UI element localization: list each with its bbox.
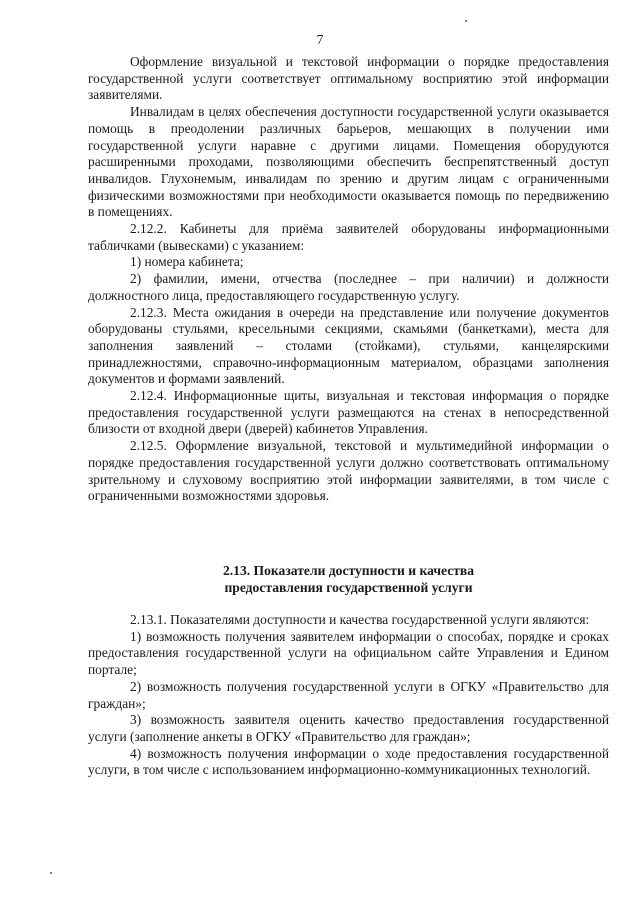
- paragraph: 2.12.3. Места ожидания в очереди на представление или получение документов оборудованы стульями, кресельными секциями, скамьями (банкетками), места для заполнения заявлений – столами (стойками), стульями, канцелярскими принадлежностями, справочно-информационным материалом, образцами заполнения документов и формами заявлений.: [88, 304, 609, 387]
- section-heading: [88, 562, 609, 596]
- list-item: 4) возможность получения информации о ходе предоставления государственной услуги, в том числе с использованием информационно-коммуникационных технологий.: [88, 745, 609, 778]
- paragraph: 2.12.2. Кабинеты для приёма заявителей оборудованы информационными табличками (вывесками) с указанием:: [88, 221, 609, 253]
- section-2-13-text: [88, 612, 609, 779]
- scan-speck: [465, 20, 467, 22]
- list-item: 1) номера кабинета;: [130, 254, 244, 270]
- scan-speck: [50, 872, 52, 874]
- list-item: 3) возможность заявителя оценить качество предоставления государственной услуги (заполнение анкеты в ОГКУ «Правительство для граждан»;: [88, 712, 609, 744]
- page-number: 7: [316, 32, 324, 47]
- list-item: 1) возможность получения заявителем информации о способах, порядке и сроках предоставления государственной услуги на официальном сайте Управления и Едином портале;: [88, 628, 609, 678]
- paragraph: 2.12.5. Оформление визуальной, текстовой и мультимедийной информации о порядке предоставления государственной услуги должно соответствовать оптимальному зрительному и слуховому восприятию этой информации заявителями, в том числе с ограниченными возможностями здоровья.: [88, 438, 609, 504]
- paragraph: Оформление визуальной и текстовой информации о порядке предоставления государственной услуги соответствует оптимальному восприятию этой информации заявителями.: [88, 54, 609, 103]
- section-heading-line-1: 2.13. Показатели доступности и качества: [222, 563, 475, 578]
- list-item: 2) фамилии, имени, отчества (последнее – при наличии) и должности должностного лица, предоставляющего государственную услугу.: [88, 271, 609, 303]
- list-item: 2) возможность получения государственной услуги в ОГКУ «Правительство для граждан»;: [88, 678, 609, 711]
- paragraph: 2.12.4. Информационные щиты, визуальная и текстовая информация о порядке предоставления государственной услуги размещаются на стенах в непосредственной близости от входной двери (дверей) кабинетов Управления.: [88, 388, 609, 437]
- paragraph: Инвалидам в целях обеспечения доступности государственной услуги оказывается помощь в преодолении различных барьеров, мешающих в получении ими государственной услуги наравне с другими лицами. Помещения оборудуются расширенными проходами, позволяющими обеспечить беспрепятственный доступ инвалидов. Глухонемым, инвалидам по зрению и другим лицам с ограниченными физическими возможностями при необходимости оказывается помощь по передвижению в помещениях.: [88, 104, 609, 220]
- section-2-12-text: [88, 54, 609, 505]
- section-heading-line-2: предоставления государственной услуги: [224, 580, 473, 595]
- paragraph: 2.13.1. Показателями доступности и качества государственной услуги являются:: [130, 612, 590, 627]
